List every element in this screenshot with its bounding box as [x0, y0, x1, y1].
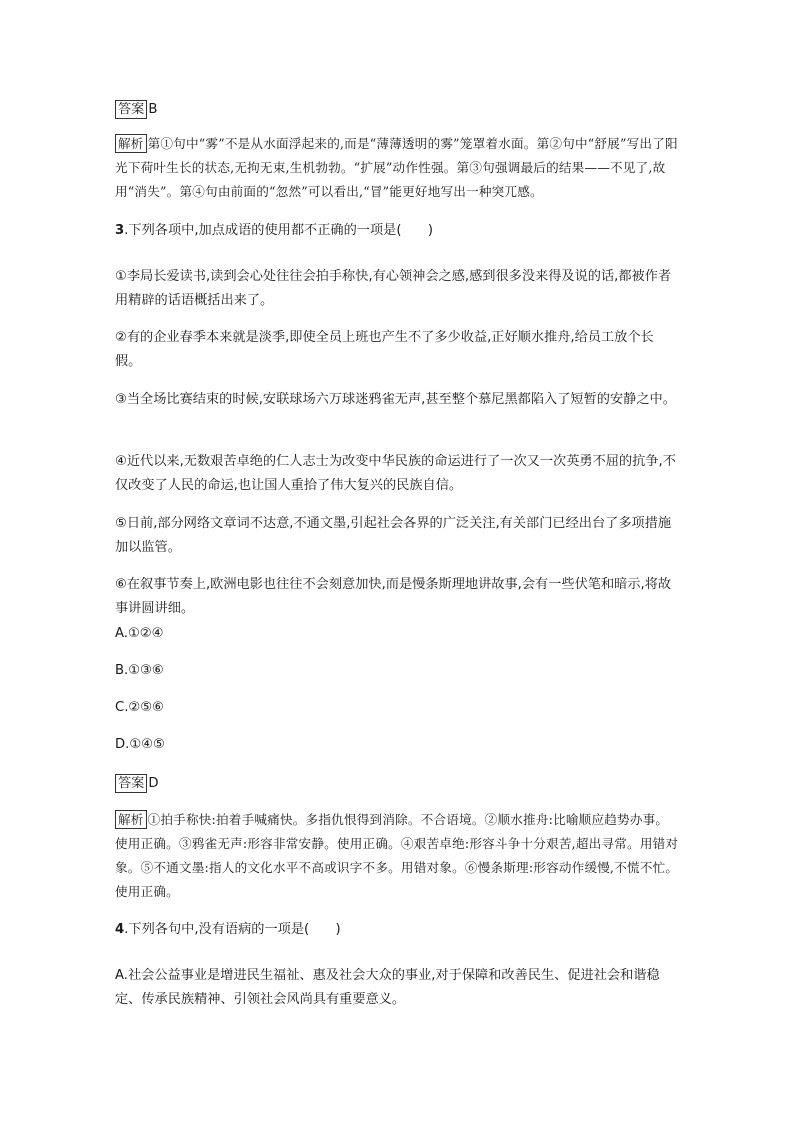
q3-stem-text: .下列各项中,加点成语的使用都不正确的一项是( ) — [124, 223, 433, 238]
q3-stem — [115, 219, 680, 243]
q3-option-d: D.①④⑤ — [115, 737, 165, 752]
q3-option-b: B.①③⑥ — [115, 663, 164, 678]
q4-number: 4 — [115, 922, 125, 937]
q3-item-3: ③当全场比赛结束的时候,安联球场六万球迷鸦雀无声,甚至整个慕尼黑都陷入了短暂的安静之中。 — [115, 392, 676, 407]
q3-item-1: ①李局长爱读书,读到会心处往往会拍手称快,有心领神会之感,感到很多没来得及说的话,都被作者用精辟的话语概括出来了。 — [115, 269, 672, 308]
q3-answer-value: D — [148, 776, 159, 791]
q2-answer-value: B — [148, 102, 158, 117]
answer-label: 答案 — [115, 774, 147, 793]
q3-item-5: ⑤日前,部分网络文章词不达意,不通文墨,引起社会各界的广泛关注,有关部门已经出台了多项措施加以监管。 — [115, 516, 672, 555]
analysis-label: 解析 — [115, 810, 147, 829]
answer-label: 答案 — [115, 100, 147, 119]
analysis-label: 解析 — [115, 134, 147, 153]
q3-analysis — [115, 808, 680, 904]
q3-option-c: C.②⑤⑥ — [115, 700, 164, 715]
q3-answer — [115, 772, 159, 796]
q3-analysis-text: ①拍手称快:拍着手喊痛快。多指仇恨得到消除。不合语境。②顺水推舟:比喻顺应趋势办事。使用正确。③鸦雀无声:形容非常安静。使用正确。④艰苦卓绝:形容斗争十分艰苦,超出寻常。用错对象。⑤不通文墨:指人的文化水平不高或识字不多。用错对象。⑥慢条斯理:形容动作缓慢,不慌不忙。使用正确。 — [115, 812, 679, 899]
q3-option-a: A.①②④ — [115, 626, 164, 641]
q3-item-6: ⑥在叙事节奏上,欧洲电影也往往不会刻意加快,而是慢条斯理地讲故事,会有一些伏笔和暗示,将故事讲圆讲细。 — [115, 577, 672, 616]
q3-number: 3 — [115, 223, 125, 238]
q4-stem — [115, 918, 680, 942]
q2-analysis — [115, 132, 680, 204]
q2-answer — [115, 98, 680, 122]
q3-item-2: ②有的企业春季本来就是淡季,即使全员上班也产生不了多少收益,正好顺水推舟,给员工放个长假。 — [115, 330, 654, 369]
q4-stem-text: .下列各句中,没有语病的一项是( ) — [124, 922, 341, 937]
q4-option-a: A.社会公益事业是增进民生福祉、惠及社会大众的事业,对于保障和改善民生、促进社会和谐稳定、传承民族精神、引领社会风尚具有重要意义。 — [115, 968, 660, 1007]
q3-item-4: ④近代以来,无数艰苦卓绝的仁人志士为改变中华民族的命运进行了一次又一次英勇不屈的抗争,不仅改变了人民的命运,也让国人重拾了伟大复兴的民族自信。 — [115, 454, 676, 493]
q2-analysis-text: 第①句中“雾”不是从水面浮起来的,而是“薄薄透明的雾”笼罩着水面。第②句中“舒展”写出了阳光下荷叶生长的状态,无拘无束,生机勃勃。“扩展”动作性强。第③句强调最后的结果——不见了,故用“消失”。第④句由前面的“忽然”可以看出,“冒”能更好地写出一种突兀感。 — [115, 136, 678, 199]
